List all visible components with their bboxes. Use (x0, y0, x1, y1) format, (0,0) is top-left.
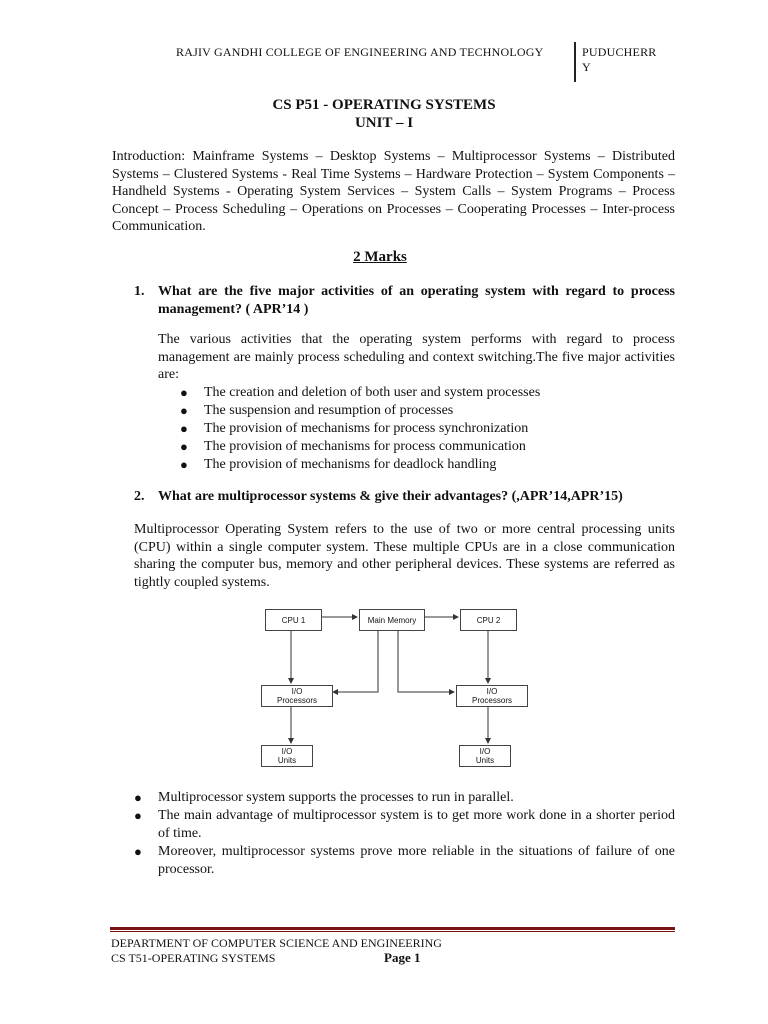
page-number: Page 1 (384, 950, 421, 965)
answer-1-text: The various activities that the operating system performs with regard to process management are mainly process scheduling and context switching.The five major activities are: (158, 332, 675, 382)
cpu-1-box: CPU 1 (265, 609, 322, 631)
question-1-number: 1. (134, 284, 145, 299)
question-2-number: 2. (134, 489, 145, 504)
bullet-icon: ● (180, 403, 188, 418)
header-divider (574, 42, 576, 82)
header-place-line1: PUDUCHERR (582, 45, 657, 59)
unit-title: UNIT – I (354, 115, 414, 131)
cpu-2-box: CPU 2 (460, 609, 517, 631)
bullet-icon: ● (134, 790, 142, 805)
footer-rule-thin (110, 931, 675, 932)
list-item: ● The main advantage of multiprocessor system is to get more work done in a shorter period of time. (134, 808, 675, 841)
list-item: ● The provision of mechanisms for deadlock handling (180, 457, 497, 472)
bullet-icon: ● (180, 421, 188, 436)
header-place-line2: Y (582, 60, 591, 74)
header-place (582, 45, 682, 75)
answer-1-bullets (180, 384, 674, 474)
bullet-icon: ● (180, 439, 188, 454)
bullet-icon: ● (134, 808, 142, 823)
question-1-text: What are the five major activities of an operating system with regard to process management? ( APR’14 ) (158, 284, 675, 317)
io-processors-left-box: I/O Processors (261, 685, 333, 707)
list-item: ● Moreover, multiprocessor systems prove more reliable in the situations of failure of one processor. (134, 844, 675, 877)
list-item: ● The provision of mechanisms for process synchronization (180, 421, 529, 436)
list-item: ● Multiprocessor system supports the processes to run in parallel. (134, 790, 514, 805)
bullet-icon: ● (134, 844, 142, 859)
list-item: ● The creation and deletion of both user and system processes (180, 385, 541, 400)
header-college-name: RAJIV GANDHI COLLEGE OF ENGINEERING AND TECHNOLOGY (176, 45, 544, 59)
bullet-icon: ● (180, 457, 188, 472)
io-units-left-box: I/O Units (261, 745, 313, 767)
bullet-icon: ● (180, 385, 188, 400)
footer-department: DEPARTMENT OF COMPUTER SCIENCE AND ENGINEERING (111, 936, 442, 950)
io-units-right-box: I/O Units (459, 745, 511, 767)
main-memory-box: Main Memory (359, 609, 425, 631)
list-item: ● The provision of mechanisms for process communication (180, 439, 526, 454)
unit-introduction: Introduction: Mainframe Systems – Desktop Systems – Multiprocessor Systems – Distributed Systems – Clustered Systems - Real Time Systems – Hardware Protection – System Components – Handheld Systems - Operating System Services – System Calls – System Programs – Process Concept – Process Scheduling – Operations on Processes – Cooperating Processes – Inter-process Communication. (112, 149, 675, 234)
course-title: CS P51 - OPERATING SYSTEMS (272, 97, 496, 113)
multiprocessor-diagram (258, 604, 518, 770)
footer-rule-thick (110, 927, 675, 930)
list-item: ● The suspension and resumption of processes (180, 403, 454, 418)
answer-2-bullets (134, 789, 675, 879)
section-heading: 2 Marks (353, 249, 407, 265)
answer-2-text: Multiprocessor Operating System refers to the use of two or more central processing units (CPU) within a single computer system. These multiple CPUs are in a close communication sharing the computer bus, memory and other peripheral devices. These systems are referred as tightly coupled systems. (134, 522, 675, 590)
io-processors-right-box: I/O Processors (456, 685, 528, 707)
footer-course: CS T51-OPERATING SYSTEMS (111, 951, 276, 965)
question-2-text: What are multiprocessor systems & give their advantages? (,APR’14,APR’15) (158, 489, 623, 504)
